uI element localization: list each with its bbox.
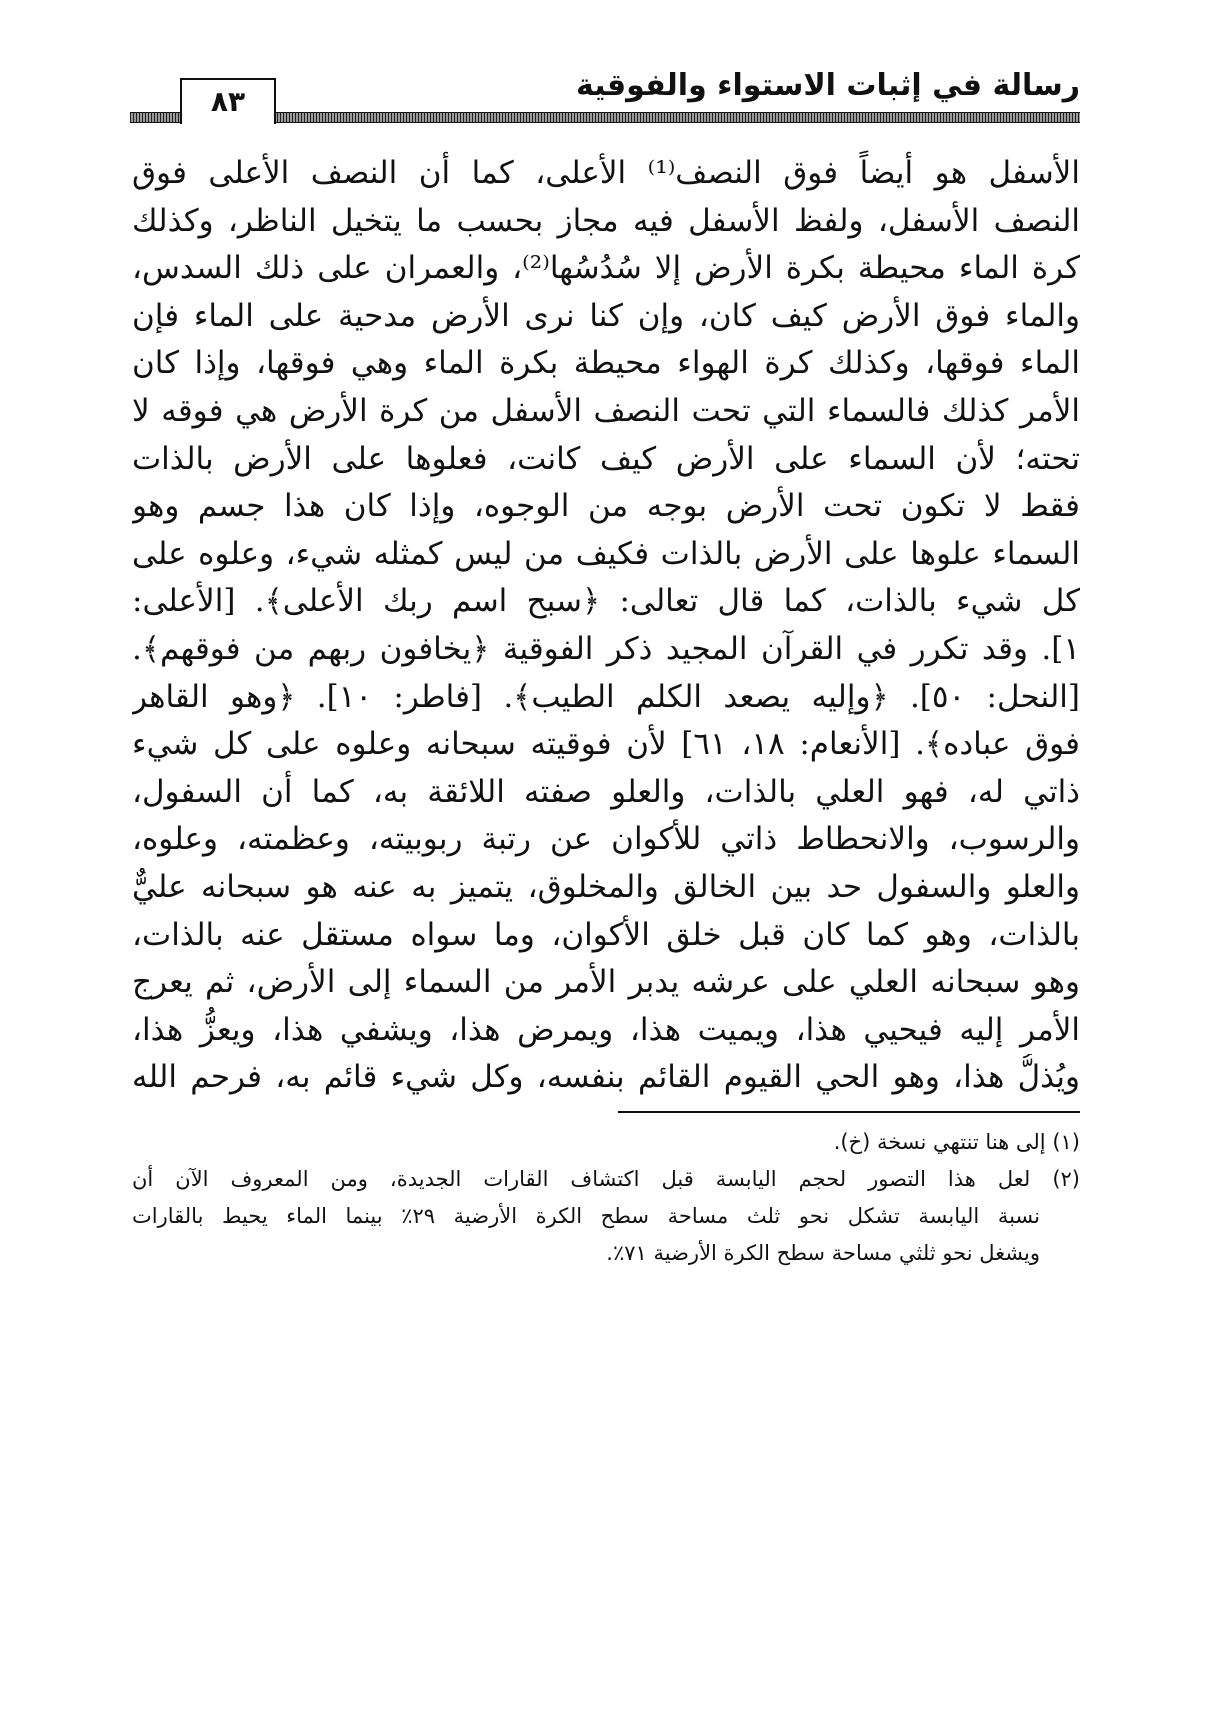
body-line: والعلو والسفول حد بين الخالق والمخلوق، يتميز به عنه هو سبحانه عليٌّ [132, 868, 1080, 905]
body-line: ويُذلُّ هذا، وهو الحي القيوم القائم بنفسه، وكل شيء قائم به، فرحم الله [132, 1059, 1080, 1096]
body-line: الأمر كذلك فالسماء التي تحت النصف الأسفل من كرة الأرض هي فوقه لا [132, 392, 1080, 429]
body-line: الأسفل هو أيضاً فوق النصف⁽¹⁾ الأعلى، كما أن النصف الأعلى فوق [132, 155, 1080, 191]
body-line: ذاتي له، فهو العلي بالذات، والعلو صفته اللائقة به، كما أن السفول، [132, 773, 1080, 810]
body-line: كل شيء بالذات، كما قال تعالى: ﴿سبح اسم ربك الأعلى﴾. [الأعلى: [132, 583, 1080, 620]
body-line: النصف الأسفل، ولفظ الأسفل فيه مجاز بحسب ما يتخيل الناظر، وكذلك [132, 202, 1080, 239]
body-line: والرسوب، والانحطاط ذاتي للأكوان عن رتبة ربوبيته، وعظمته، وعلوه، [132, 821, 1080, 858]
body-line: ١]. وقد تكرر في القرآن المجيد ذكر الفوقية ﴿يخافون ربهم من فوقهم﴾. [132, 630, 1080, 667]
body-line: بالذات، وهو كما كان قبل خلق الأكوان، وما سواه مستقل عنه بالذات، [132, 916, 1080, 953]
footnote-2: (٢) لعل هذا التصور لحجم اليابسة قبل اكتشاف القارات الجديدة، ومن المعروف الآن أن [132, 1167, 1080, 1191]
body-text [132, 150, 1080, 1102]
footnote-separator [618, 1111, 1080, 1113]
page-header [130, 62, 1080, 122]
page-number: ٨٣ [180, 78, 276, 124]
body-line: [النحل: ٥٠]. ﴿وإليه يصعد الكلم الطيب﴾. [فاطر: ١٠]. ﴿وهو القاهر [132, 678, 1080, 715]
body-line: كرة الماء محيطة بكرة الأرض إلا سُدُسُها⁽²⁾، والعمران على ذلك السدس، [132, 250, 1080, 287]
body-line: والماء فوق الأرض كيف كان، وإن كنا نرى الأرض مدحية على الماء فإن [132, 297, 1080, 334]
footnote-1: (١) إلى هنا تنتهي نسخة (خ). [833, 1130, 1080, 1154]
body-line: تحته؛ لأن السماء على الأرض كيف كانت، فعلوها على الأرض بالذات [132, 440, 1080, 477]
body-line: فقط لا تكون تحت الأرض بوجه من الوجوه، وإذا كان هذا جسم وهو [132, 488, 1080, 525]
body-line: السماء علوها على الأرض بالذات فكيف من ليس كمثله شيء، وعلوه على [132, 535, 1080, 572]
body-line: فوق عباده﴾. [الأنعام: ١٨، ٦١] لأن فوقيته سبحانه وعلوه على كل شيء [132, 726, 1080, 763]
footnote-2-continuation: نسبة اليابسة تشكل نحو ثلث مساحة سطح الكرة الأرضية ٢٩٪ بينما الماء يحيط بالقارات [132, 1204, 1040, 1228]
body-line: الأمر إليه فيحيي هذا، ويميت هذا، ويمرض هذا، ويشفي هذا، ويعزُّ هذا، [132, 1011, 1080, 1048]
running-title: رسالة في إثبات الاستواء والفوقية [568, 62, 1080, 110]
body-line: الماء فوقها، وكذلك كرة الهواء محيطة بكرة الماء وهي فوقها، وإذا كان [132, 345, 1080, 382]
footnotes [132, 1124, 1080, 1272]
footnote-2-continuation: ويشغل نحو ثلثي مساحة سطح الكرة الأرضية ٧١٪. [606, 1241, 1040, 1265]
body-line: وهو سبحانه العلي على عرشه يدبر الأمر من السماء إلى الأرض، ثم يعرج [132, 964, 1080, 1001]
